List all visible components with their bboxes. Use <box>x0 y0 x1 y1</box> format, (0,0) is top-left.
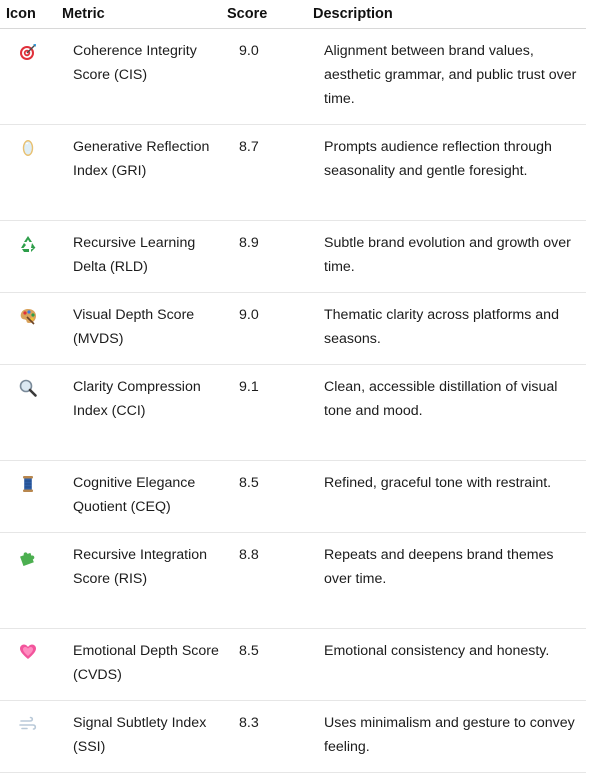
metric-score: 8.3 <box>227 701 313 773</box>
metric-name: Recursive Integration Score (RIS) <box>62 533 227 629</box>
table-row <box>0 461 586 533</box>
thread-spool-icon <box>18 474 38 494</box>
puzzle-piece-icon <box>18 546 38 566</box>
table-row <box>0 365 586 461</box>
metric-score: 8.8 <box>227 533 313 629</box>
metric-score: 8.5 <box>227 629 313 701</box>
table-row <box>0 533 586 629</box>
header-icon: Icon <box>0 0 62 29</box>
metric-name: Coherence Integrity Score (CIS) <box>62 29 227 125</box>
table-row <box>0 221 586 293</box>
table-row <box>0 293 586 365</box>
metric-description: Uses minimalism and gesture to convey feeling. <box>313 701 586 773</box>
metric-name: Visual Depth Score (MVDS) <box>62 293 227 365</box>
metric-score: 8.5 <box>227 461 313 533</box>
metric-description: Clean, accessible distillation of visual tone and mood. <box>313 365 586 461</box>
wind-icon <box>18 714 38 734</box>
header-metric: Metric <box>62 0 227 29</box>
table-row <box>0 29 586 125</box>
table-row <box>0 701 586 773</box>
metric-description: Thematic clarity across platforms and seasons. <box>313 293 586 365</box>
palette-icon <box>18 306 38 326</box>
metric-description: Repeats and deepens brand themes over time. <box>313 533 586 629</box>
metric-score: 8.9 <box>227 221 313 293</box>
metric-description: Subtle brand evolution and growth over time. <box>313 221 586 293</box>
metric-name: Generative Reflection Index (GRI) <box>62 125 227 221</box>
table-row <box>0 125 586 221</box>
header-score: Score <box>227 0 313 29</box>
metric-name: Clarity Compression Index (CCI) <box>62 365 227 461</box>
magnifier-icon <box>18 378 38 398</box>
table-header-row <box>0 0 586 29</box>
metric-score: 9.0 <box>227 29 313 125</box>
header-description: Description <box>313 0 586 29</box>
target-icon <box>18 42 38 62</box>
metric-name: Emotional Depth Score (CVDS) <box>62 629 227 701</box>
metric-score: 9.0 <box>227 293 313 365</box>
table-row <box>0 629 586 701</box>
metric-name: Cognitive Elegance Quotient (CEQ) <box>62 461 227 533</box>
metric-description: Prompts audience reflection through seasonality and gentle foresight. <box>313 125 586 221</box>
metric-score: 9.1 <box>227 365 313 461</box>
metric-score: 8.7 <box>227 125 313 221</box>
growing-heart-icon <box>18 642 38 662</box>
metric-description: Alignment between brand values, aesthetic grammar, and public trust over time. <box>313 29 586 125</box>
mirror-icon <box>18 138 38 158</box>
metric-name: Signal Subtlety Index (SSI) <box>62 701 227 773</box>
metric-description: Emotional consistency and honesty. <box>313 629 586 701</box>
metric-description: Refined, graceful tone with restraint. <box>313 461 586 533</box>
metric-name: Recursive Learning Delta (RLD) <box>62 221 227 293</box>
recycle-icon <box>18 234 38 254</box>
